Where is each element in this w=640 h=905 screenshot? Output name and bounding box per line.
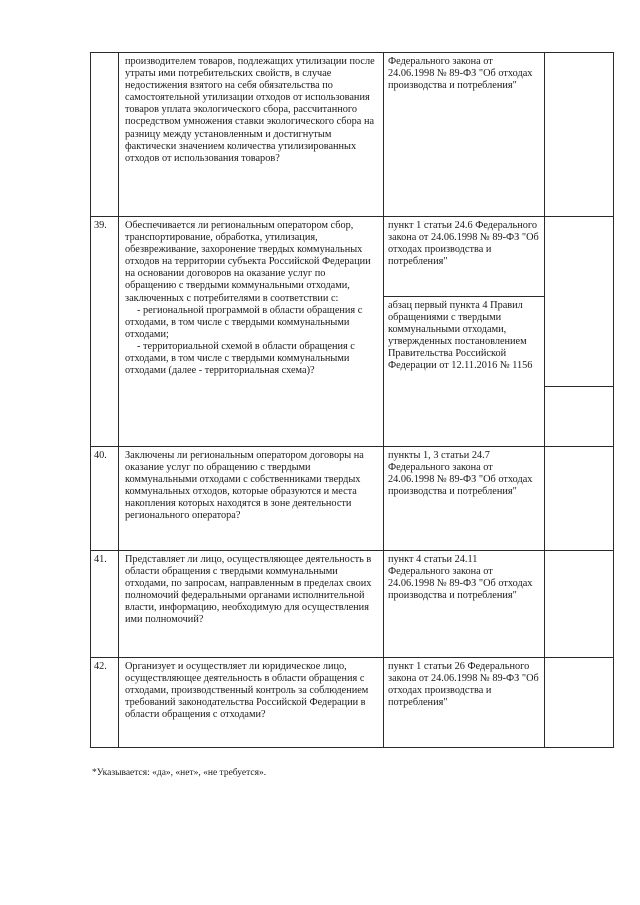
answer-cell	[545, 217, 614, 447]
table-row	[91, 551, 614, 658]
reference-text: пункт 1 статьи 24.6 Федерального закона от 24.06.1998 № 89-ФЗ "Об отходах производства и потребления"	[384, 217, 544, 297]
table-row	[91, 53, 614, 217]
table-row	[91, 658, 614, 748]
reference-text: пункты 1, 3 статьи 24.7 Федерального закона от 24.06.1998 № 89-ФЗ "Об отходах производства и потребления"	[388, 450, 533, 498]
answer-cell	[545, 551, 614, 658]
question-text: Обеспечивается ли региональным оператором сбор, транспортирование, обработка, утилизация, обезвреживание, захоронение твердых коммунальных отходов на территории субъекта Российской Федерации на основании договоров на оказание услуг по обращению с твердыми коммунальными отходами, заключенных с потребителями в соответствии с:	[125, 220, 371, 304]
answer-subcell	[545, 217, 613, 387]
reference-text: пункт 4 статьи 24.11 Федерального закона от 24.06.1998 № 89-ФЗ "Об отходах производства и потребления"	[388, 554, 533, 602]
answer-cell	[545, 53, 614, 217]
question-cell	[119, 551, 384, 658]
table-row	[91, 447, 614, 551]
answer-cell	[545, 658, 614, 748]
row-number	[91, 53, 119, 217]
question-text: производителем товаров, подлежащих утилизации после утраты ими потребительских свойств, в случае недостижения взятого на себя обязательства по самостоятельной утилизации отходов от использования товаров уплата экологического сбора, рассчитанного посредством умножения ставки экологического сбора на разницу между установленным и достигнутым фактически значением количества утилизированных отходов от использования товаров?	[125, 56, 375, 164]
question-cell	[119, 217, 384, 447]
checklist-table	[90, 52, 614, 748]
question-text: Организует и осуществляет ли юридическое лицо, осуществляющее деятельность в области обращения с отходами, производственный контроль за соблюдением требований законодательства Российской Федерации в области обращения с отходами?	[125, 661, 369, 721]
reference-cell	[384, 658, 545, 748]
reference-cell	[384, 53, 545, 217]
question-cell	[119, 447, 384, 551]
question-cell	[119, 53, 384, 217]
question-text: - территориальной схемой в области обращения с отходами, в том числе с твердыми коммунальными отходами (далее - территориальная схема)?	[125, 340, 355, 377]
row-number: 42.	[91, 658, 119, 748]
footnote: *Указывается: «да», «нет», «не требуется».	[92, 768, 267, 778]
question-text: - региональной программой в области обращения с отходами, в том числе с твердыми коммунальными отходами;	[125, 304, 363, 340]
row-number: 39.	[91, 217, 119, 447]
reference-text: абзац первый пункта 4 Правил обращениями с твердыми коммунальными отходами, утвержденных постановлением Правительства Российской Федерации от 12.11.2016 № 1156	[388, 300, 533, 372]
question-text: Представляет ли лицо, осуществляющее деятельность в области обращения с твердыми коммунальными отходами, по запросам, направленным в пределах своих полномочий федеральными органами исполнительной власти, информацию, необходимую для осуществления ими полномочий?	[125, 554, 372, 626]
row-number: 40.	[91, 447, 119, 551]
row-number: 41.	[91, 551, 119, 658]
question-text: Заключены ли региональным оператором договоры на оказание услуг по обращению с твердыми коммунальными отходами с собственниками твердых коммунальных отходов, которые образуются и места накопления которых находятся в зоне деятельности регионального оператора?	[125, 450, 364, 522]
reference-text: Федерального закона от 24.06.1998 № 89-ФЗ "Об отходах производства и потребления"	[388, 56, 533, 92]
reference-text: пункт 1 статьи 26 Федерального закона от 24.06.1998 № 89-ФЗ "Об отходах производства и потребления"	[388, 661, 539, 709]
answer-cell	[545, 447, 614, 551]
reference-cell	[384, 551, 545, 658]
reference-cell	[384, 447, 545, 551]
reference-cell	[384, 217, 545, 447]
table-row	[91, 217, 614, 447]
question-cell	[119, 658, 384, 748]
